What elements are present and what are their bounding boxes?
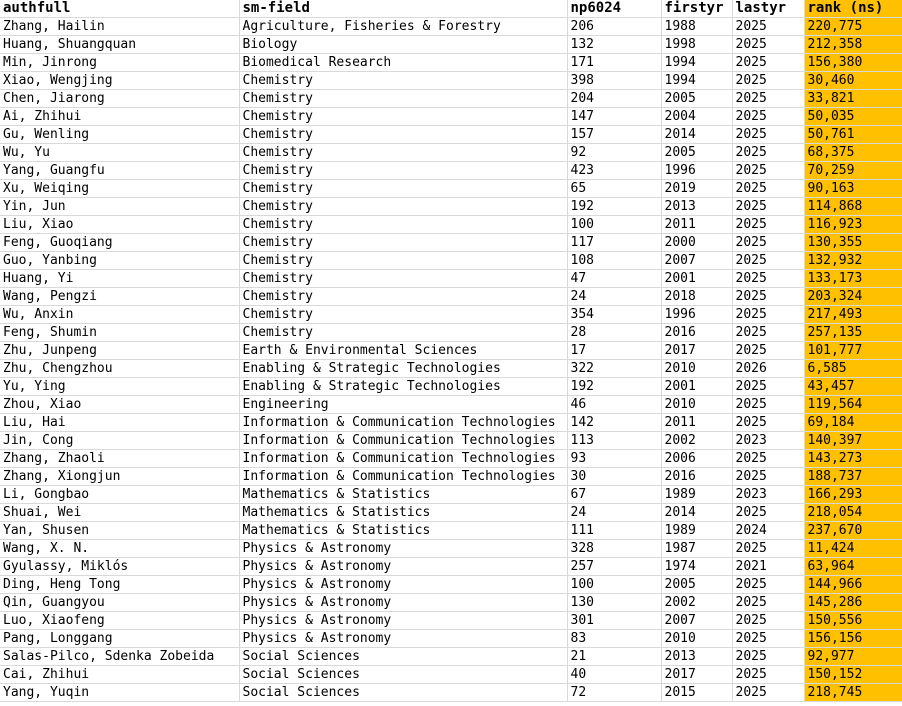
cell-rank[interactable]: 50,035 xyxy=(804,108,902,126)
cell-authfull[interactable]: Luo, Xiaofeng xyxy=(0,612,239,630)
cell-rank[interactable]: 220,775 xyxy=(804,18,902,36)
table-row xyxy=(0,234,902,252)
cell-authfull[interactable]: Zhu, Junpeng xyxy=(0,342,239,360)
cell-rank[interactable]: 132,932 xyxy=(804,252,902,270)
cell-sm-field[interactable]: Physics & Astronomy xyxy=(239,612,567,630)
table-row xyxy=(0,342,902,360)
cell-sm-field[interactable]: Chemistry xyxy=(239,270,567,288)
cell-firstyr[interactable]: 1996 xyxy=(661,162,732,180)
table-row xyxy=(0,108,902,126)
cell-lastyr[interactable]: 2025 xyxy=(732,162,804,180)
header-rank[interactable]: rank (ns) xyxy=(804,0,902,18)
cell-np6024[interactable]: 171 xyxy=(567,54,661,72)
cell-sm-field[interactable]: Social Sciences xyxy=(239,684,567,702)
cell-authfull[interactable]: Yu, Ying xyxy=(0,378,239,396)
cell-lastyr[interactable]: 2025 xyxy=(732,180,804,198)
cell-lastyr[interactable]: 2025 xyxy=(732,378,804,396)
cell-firstyr[interactable]: 1974 xyxy=(661,558,732,576)
cell-np6024[interactable]: 67 xyxy=(567,486,661,504)
table-row xyxy=(0,450,902,468)
cell-rank[interactable]: 203,324 xyxy=(804,288,902,306)
table-row xyxy=(0,576,902,594)
table-row xyxy=(0,324,902,342)
cell-lastyr[interactable]: 2025 xyxy=(732,342,804,360)
cell-lastyr[interactable]: 2025 xyxy=(732,630,804,648)
cell-rank[interactable]: 212,358 xyxy=(804,36,902,54)
cell-firstyr[interactable]: 2017 xyxy=(661,666,732,684)
cell-np6024[interactable]: 111 xyxy=(567,522,661,540)
cell-authfull[interactable]: Liu, Hai xyxy=(0,414,239,432)
cell-lastyr[interactable]: 2025 xyxy=(732,216,804,234)
cell-np6024[interactable]: 47 xyxy=(567,270,661,288)
header-np6024[interactable]: np6024 xyxy=(567,0,661,18)
cell-np6024[interactable]: 301 xyxy=(567,612,661,630)
cell-sm-field[interactable]: Information & Communication Technologies xyxy=(239,468,567,486)
cell-lastyr[interactable]: 2025 xyxy=(732,324,804,342)
cell-np6024[interactable]: 147 xyxy=(567,108,661,126)
cell-authfull[interactable]: Zhu, Chengzhou xyxy=(0,360,239,378)
table-row xyxy=(0,378,902,396)
cell-authfull[interactable]: Qin, Guangyou xyxy=(0,594,239,612)
cell-firstyr[interactable]: 2011 xyxy=(661,414,732,432)
cell-rank[interactable]: 217,493 xyxy=(804,306,902,324)
cell-np6024[interactable]: 192 xyxy=(567,378,661,396)
cell-lastyr[interactable]: 2021 xyxy=(732,558,804,576)
cell-firstyr[interactable]: 1998 xyxy=(661,36,732,54)
cell-sm-field[interactable]: Chemistry xyxy=(239,144,567,162)
cell-np6024[interactable]: 83 xyxy=(567,630,661,648)
table-body xyxy=(0,18,902,702)
table-row xyxy=(0,396,902,414)
cell-authfull[interactable]: Pang, Longgang xyxy=(0,630,239,648)
cell-lastyr[interactable]: 2025 xyxy=(732,306,804,324)
cell-np6024[interactable]: 117 xyxy=(567,234,661,252)
cell-rank[interactable]: 218,745 xyxy=(804,684,902,702)
cell-sm-field[interactable]: Chemistry xyxy=(239,126,567,144)
cell-np6024[interactable]: 130 xyxy=(567,594,661,612)
cell-firstyr[interactable]: 1989 xyxy=(661,522,732,540)
cell-firstyr[interactable]: 2015 xyxy=(661,684,732,702)
cell-lastyr[interactable]: 2025 xyxy=(732,504,804,522)
table-row xyxy=(0,288,902,306)
table-row xyxy=(0,594,902,612)
cell-rank[interactable]: 11,424 xyxy=(804,540,902,558)
cell-lastyr[interactable]: 2025 xyxy=(732,540,804,558)
cell-rank[interactable]: 145,286 xyxy=(804,594,902,612)
cell-lastyr[interactable]: 2025 xyxy=(732,144,804,162)
cell-firstyr[interactable]: 2005 xyxy=(661,144,732,162)
cell-lastyr[interactable]: 2026 xyxy=(732,360,804,378)
cell-np6024[interactable]: 21 xyxy=(567,648,661,666)
cell-authfull[interactable]: Guo, Yanbing xyxy=(0,252,239,270)
table-row xyxy=(0,162,902,180)
cell-rank[interactable]: 218,054 xyxy=(804,504,902,522)
cell-rank[interactable]: 144,966 xyxy=(804,576,902,594)
cell-sm-field[interactable]: Chemistry xyxy=(239,288,567,306)
table-row xyxy=(0,504,902,522)
header-row xyxy=(0,0,902,18)
cell-authfull[interactable]: Zhang, Xiongjun xyxy=(0,468,239,486)
cell-firstyr[interactable]: 1994 xyxy=(661,54,732,72)
cell-authfull[interactable]: Yang, Guangfu xyxy=(0,162,239,180)
cell-sm-field[interactable]: Chemistry xyxy=(239,72,567,90)
table-row xyxy=(0,540,902,558)
cell-rank[interactable]: 237,670 xyxy=(804,522,902,540)
cell-lastyr[interactable]: 2025 xyxy=(732,54,804,72)
cell-authfull[interactable]: Gu, Wenling xyxy=(0,126,239,144)
cell-rank[interactable]: 166,293 xyxy=(804,486,902,504)
cell-rank[interactable]: 156,156 xyxy=(804,630,902,648)
cell-rank[interactable]: 70,259 xyxy=(804,162,902,180)
cell-np6024[interactable]: 328 xyxy=(567,540,661,558)
cell-firstyr[interactable]: 2014 xyxy=(661,504,732,522)
cell-lastyr[interactable]: 2025 xyxy=(732,270,804,288)
cell-firstyr[interactable]: 2002 xyxy=(661,594,732,612)
cell-firstyr[interactable]: 2007 xyxy=(661,252,732,270)
cell-rank[interactable]: 116,923 xyxy=(804,216,902,234)
cell-sm-field[interactable]: Chemistry xyxy=(239,234,567,252)
cell-authfull[interactable]: Cai, Zhihui xyxy=(0,666,239,684)
table-row xyxy=(0,180,902,198)
cell-sm-field[interactable]: Chemistry xyxy=(239,90,567,108)
cell-firstyr[interactable]: 2014 xyxy=(661,126,732,144)
cell-sm-field[interactable]: Chemistry xyxy=(239,162,567,180)
cell-rank[interactable]: 33,821 xyxy=(804,90,902,108)
cell-lastyr[interactable]: 2025 xyxy=(732,36,804,54)
cell-firstyr[interactable]: 2004 xyxy=(661,108,732,126)
cell-authfull[interactable]: Huang, Shuangquan xyxy=(0,36,239,54)
table-row xyxy=(0,126,902,144)
cell-lastyr[interactable]: 2025 xyxy=(732,468,804,486)
cell-firstyr[interactable]: 2019 xyxy=(661,180,732,198)
cell-rank[interactable]: 92,977 xyxy=(804,648,902,666)
header-lastyr[interactable]: lastyr xyxy=(732,0,804,18)
cell-lastyr[interactable]: 2024 xyxy=(732,522,804,540)
cell-authfull[interactable]: Yin, Jun xyxy=(0,198,239,216)
cell-firstyr[interactable]: 2005 xyxy=(661,576,732,594)
cell-lastyr[interactable]: 2025 xyxy=(732,594,804,612)
table-row xyxy=(0,216,902,234)
cell-firstyr[interactable]: 1988 xyxy=(661,18,732,36)
cell-firstyr[interactable]: 2010 xyxy=(661,396,732,414)
header-firstyr[interactable]: firstyr xyxy=(661,0,732,18)
cell-authfull[interactable]: Xu, Weiqing xyxy=(0,180,239,198)
cell-authfull[interactable]: Feng, Guoqiang xyxy=(0,234,239,252)
cell-lastyr[interactable]: 2025 xyxy=(732,72,804,90)
cell-sm-field[interactable]: Chemistry xyxy=(239,198,567,216)
cell-lastyr[interactable]: 2025 xyxy=(732,414,804,432)
table-row xyxy=(0,360,902,378)
cell-sm-field[interactable]: Chemistry xyxy=(239,108,567,126)
table-row xyxy=(0,666,902,684)
cell-firstyr[interactable]: 2013 xyxy=(661,198,732,216)
cell-np6024[interactable]: 257 xyxy=(567,558,661,576)
cell-authfull[interactable]: Xiao, Wengjing xyxy=(0,72,239,90)
cell-authfull[interactable]: Wang, X. N. xyxy=(0,540,239,558)
cell-lastyr[interactable]: 2025 xyxy=(732,198,804,216)
cell-firstyr[interactable]: 2011 xyxy=(661,216,732,234)
cell-sm-field[interactable]: Physics & Astronomy xyxy=(239,558,567,576)
cell-authfull[interactable]: Zhang, Zhaoli xyxy=(0,450,239,468)
cell-authfull[interactable]: Zhou, Xiao xyxy=(0,396,239,414)
table-row xyxy=(0,522,902,540)
table-row xyxy=(0,144,902,162)
header-sm-field[interactable]: sm-field xyxy=(239,0,567,18)
cell-np6024[interactable]: 24 xyxy=(567,288,661,306)
cell-firstyr[interactable]: 2002 xyxy=(661,432,732,450)
cell-firstyr[interactable]: 2017 xyxy=(661,342,732,360)
cell-np6024[interactable]: 30 xyxy=(567,468,661,486)
cell-authfull[interactable]: Yan, Shusen xyxy=(0,522,239,540)
cell-lastyr[interactable]: 2025 xyxy=(732,252,804,270)
cell-np6024[interactable]: 204 xyxy=(567,90,661,108)
cell-authfull[interactable]: Zhang, Hailin xyxy=(0,18,239,36)
cell-authfull[interactable]: Ding, Heng Tong xyxy=(0,576,239,594)
cell-sm-field[interactable]: Chemistry xyxy=(239,306,567,324)
cell-authfull[interactable]: Jin, Cong xyxy=(0,432,239,450)
cell-np6024[interactable]: 65 xyxy=(567,180,661,198)
table-row xyxy=(0,306,902,324)
table-row xyxy=(0,486,902,504)
cell-np6024[interactable]: 354 xyxy=(567,306,661,324)
cell-lastyr[interactable]: 2025 xyxy=(732,648,804,666)
cell-authfull[interactable]: Ai, Zhihui xyxy=(0,108,239,126)
cell-np6024[interactable]: 46 xyxy=(567,396,661,414)
cell-sm-field[interactable]: Social Sciences xyxy=(239,666,567,684)
cell-rank[interactable]: 133,173 xyxy=(804,270,902,288)
cell-rank[interactable]: 130,355 xyxy=(804,234,902,252)
cell-lastyr[interactable]: 2025 xyxy=(732,90,804,108)
cell-firstyr[interactable]: 1996 xyxy=(661,306,732,324)
cell-authfull[interactable]: Wu, Yu xyxy=(0,144,239,162)
cell-rank[interactable]: 6,585 xyxy=(804,360,902,378)
cell-rank[interactable]: 188,737 xyxy=(804,468,902,486)
cell-sm-field[interactable]: Physics & Astronomy xyxy=(239,576,567,594)
table-row xyxy=(0,630,902,648)
table-row xyxy=(0,648,902,666)
cell-authfull[interactable]: Wu, Anxin xyxy=(0,306,239,324)
table-row xyxy=(0,72,902,90)
cell-sm-field[interactable]: Mathematics & Statistics xyxy=(239,486,567,504)
cell-rank[interactable]: 43,457 xyxy=(804,378,902,396)
table-row xyxy=(0,54,902,72)
cell-rank[interactable]: 101,777 xyxy=(804,342,902,360)
cell-rank[interactable]: 156,380 xyxy=(804,54,902,72)
cell-rank[interactable]: 50,761 xyxy=(804,126,902,144)
cell-authfull[interactable]: Gyulassy, Miklós xyxy=(0,558,239,576)
cell-authfull[interactable]: Yang, Yuqin xyxy=(0,684,239,702)
cell-lastyr[interactable]: 2023 xyxy=(732,486,804,504)
cell-sm-field[interactable]: Agriculture, Fisheries & Forestry xyxy=(239,18,567,36)
cell-sm-field[interactable]: Mathematics & Statistics xyxy=(239,504,567,522)
cell-rank[interactable]: 143,273 xyxy=(804,450,902,468)
cell-np6024[interactable]: 24 xyxy=(567,504,661,522)
cell-lastyr[interactable]: 2025 xyxy=(732,18,804,36)
cell-firstyr[interactable]: 2005 xyxy=(661,90,732,108)
cell-sm-field[interactable]: Biomedical Research xyxy=(239,54,567,72)
cell-authfull[interactable]: Wang, Pengzi xyxy=(0,288,239,306)
cell-authfull[interactable]: Li, Gongbao xyxy=(0,486,239,504)
cell-authfull[interactable]: Chen, Jiarong xyxy=(0,90,239,108)
cell-np6024[interactable]: 100 xyxy=(567,576,661,594)
cell-firstyr[interactable]: 2010 xyxy=(661,360,732,378)
cell-sm-field[interactable]: Mathematics & Statistics xyxy=(239,522,567,540)
cell-sm-field[interactable]: Biology xyxy=(239,36,567,54)
cell-rank[interactable]: 69,184 xyxy=(804,414,902,432)
cell-firstyr[interactable]: 2007 xyxy=(661,612,732,630)
cell-np6024[interactable]: 72 xyxy=(567,684,661,702)
cell-rank[interactable]: 114,868 xyxy=(804,198,902,216)
cell-lastyr[interactable]: 2025 xyxy=(732,450,804,468)
cell-rank[interactable]: 150,152 xyxy=(804,666,902,684)
cell-firstyr[interactable]: 2001 xyxy=(661,378,732,396)
table-row xyxy=(0,36,902,54)
table-row xyxy=(0,198,902,216)
table-row xyxy=(0,270,902,288)
cell-firstyr[interactable]: 2013 xyxy=(661,648,732,666)
cell-lastyr[interactable]: 2023 xyxy=(732,432,804,450)
cell-sm-field[interactable]: Enabling & Strategic Technologies xyxy=(239,378,567,396)
cell-firstyr[interactable]: 2006 xyxy=(661,450,732,468)
cell-lastyr[interactable]: 2025 xyxy=(732,108,804,126)
cell-lastyr[interactable]: 2025 xyxy=(732,576,804,594)
cell-authfull[interactable]: Liu, Xiao xyxy=(0,216,239,234)
cell-firstyr[interactable]: 2016 xyxy=(661,468,732,486)
table-row xyxy=(0,18,902,36)
cell-firstyr[interactable]: 2001 xyxy=(661,270,732,288)
cell-sm-field[interactable]: Information & Communication Technologies xyxy=(239,414,567,432)
table-row xyxy=(0,252,902,270)
cell-sm-field[interactable]: Chemistry xyxy=(239,324,567,342)
cell-lastyr[interactable]: 2025 xyxy=(732,612,804,630)
cell-np6024[interactable]: 17 xyxy=(567,342,661,360)
cell-np6024[interactable]: 108 xyxy=(567,252,661,270)
cell-firstyr[interactable]: 2016 xyxy=(661,324,732,342)
cell-firstyr[interactable]: 2018 xyxy=(661,288,732,306)
cell-rank[interactable]: 90,163 xyxy=(804,180,902,198)
cell-sm-field[interactable]: Chemistry xyxy=(239,180,567,198)
cell-sm-field[interactable]: Social Sciences xyxy=(239,648,567,666)
cell-firstyr[interactable]: 1987 xyxy=(661,540,732,558)
cell-authfull[interactable]: Shuai, Wei xyxy=(0,504,239,522)
cell-lastyr[interactable]: 2025 xyxy=(732,396,804,414)
cell-lastyr[interactable]: 2025 xyxy=(732,234,804,252)
cell-authfull[interactable]: Salas-Pilco, Sdenka Zobeida xyxy=(0,648,239,666)
cell-np6024[interactable]: 40 xyxy=(567,666,661,684)
cell-lastyr[interactable]: 2025 xyxy=(732,684,804,702)
table-row xyxy=(0,684,902,702)
cell-sm-field[interactable]: Information & Communication Technologies xyxy=(239,432,567,450)
cell-rank[interactable]: 119,564 xyxy=(804,396,902,414)
table-row xyxy=(0,558,902,576)
cell-np6024[interactable]: 398 xyxy=(567,72,661,90)
cell-sm-field[interactable]: Chemistry xyxy=(239,252,567,270)
table-row xyxy=(0,90,902,108)
cell-np6024[interactable]: 113 xyxy=(567,432,661,450)
table-row xyxy=(0,468,902,486)
cell-rank[interactable]: 63,964 xyxy=(804,558,902,576)
cell-np6024[interactable]: 93 xyxy=(567,450,661,468)
cell-firstyr[interactable]: 2000 xyxy=(661,234,732,252)
cell-np6024[interactable]: 92 xyxy=(567,144,661,162)
cell-sm-field[interactable]: Chemistry xyxy=(239,216,567,234)
cell-sm-field[interactable]: Physics & Astronomy xyxy=(239,594,567,612)
cell-rank[interactable]: 150,556 xyxy=(804,612,902,630)
table-row xyxy=(0,612,902,630)
header-authfull[interactable]: authfull xyxy=(0,0,239,18)
cell-rank[interactable]: 257,135 xyxy=(804,324,902,342)
cell-sm-field[interactable]: Information & Communication Technologies xyxy=(239,450,567,468)
cell-sm-field[interactable]: Engineering xyxy=(239,396,567,414)
cell-np6024[interactable]: 157 xyxy=(567,126,661,144)
cell-np6024[interactable]: 142 xyxy=(567,414,661,432)
cell-sm-field[interactable]: Earth & Environmental Sciences xyxy=(239,342,567,360)
cell-firstyr[interactable]: 1994 xyxy=(661,72,732,90)
cell-firstyr[interactable]: 1989 xyxy=(661,486,732,504)
cell-firstyr[interactable]: 2010 xyxy=(661,630,732,648)
cell-sm-field[interactable]: Enabling & Strategic Technologies xyxy=(239,360,567,378)
cell-rank[interactable]: 140,397 xyxy=(804,432,902,450)
cell-np6024[interactable]: 192 xyxy=(567,198,661,216)
cell-lastyr[interactable]: 2025 xyxy=(732,666,804,684)
cell-lastyr[interactable]: 2025 xyxy=(732,126,804,144)
cell-np6024[interactable]: 100 xyxy=(567,216,661,234)
cell-rank[interactable]: 30,460 xyxy=(804,72,902,90)
cell-rank[interactable]: 68,375 xyxy=(804,144,902,162)
cell-np6024[interactable]: 132 xyxy=(567,36,661,54)
table-row xyxy=(0,432,902,450)
cell-np6024[interactable]: 423 xyxy=(567,162,661,180)
cell-sm-field[interactable]: Physics & Astronomy xyxy=(239,540,567,558)
cell-authfull[interactable]: Feng, Shumin xyxy=(0,324,239,342)
table-row xyxy=(0,414,902,432)
cell-authfull[interactable]: Min, Jinrong xyxy=(0,54,239,72)
cell-np6024[interactable]: 28 xyxy=(567,324,661,342)
cell-np6024[interactable]: 206 xyxy=(567,18,661,36)
cell-np6024[interactable]: 322 xyxy=(567,360,661,378)
cell-lastyr[interactable]: 2025 xyxy=(732,288,804,306)
cell-sm-field[interactable]: Physics & Astronomy xyxy=(239,630,567,648)
cell-authfull[interactable]: Huang, Yi xyxy=(0,270,239,288)
